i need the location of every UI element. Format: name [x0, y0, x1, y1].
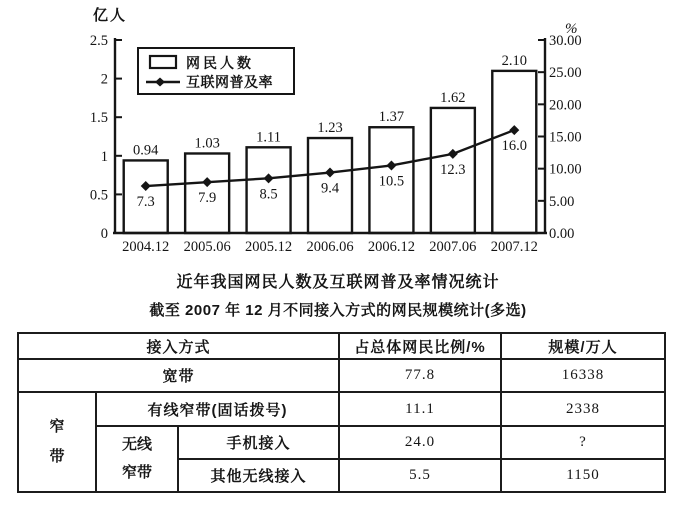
mobile-scale: ? [501, 426, 665, 459]
right-tick-label: 0.00 [549, 226, 575, 242]
right-tick-label: 5.00 [549, 193, 575, 210]
other-wireless-label: 其他无线接入 [178, 459, 339, 492]
wireless-group-label: 无线窄带 [96, 426, 178, 492]
bar-value-label: 1.23 [317, 120, 343, 137]
x-label-2005.12: 2005.12 [245, 239, 293, 255]
header-scale: 规模/万人 [501, 333, 665, 359]
broadband-proportion: 77.8 [339, 359, 501, 392]
line-value-label: 12.3 [440, 161, 466, 178]
left-tick-label: 1 [100, 148, 108, 165]
table-row-mobile [18, 426, 665, 459]
x-label-2007.06: 2007.06 [429, 239, 477, 255]
bar-value-label: 2.10 [501, 52, 527, 69]
wired-narrowband-scale: 2338 [501, 392, 665, 426]
legend [138, 48, 294, 94]
left-tick-label: 0 [100, 226, 108, 242]
x-label-2006.06: 2006.06 [306, 239, 354, 255]
other-wireless-proportion: 5.5 [339, 459, 501, 492]
chart-title: 近年我国网民人数及互联网普及率情况统计 [176, 274, 500, 291]
left-axis-unit-label: 亿人 [93, 7, 128, 24]
bar-value-label: 1.62 [440, 89, 466, 106]
x-axis-labels [122, 239, 538, 255]
mobile-proportion: 24.0 [339, 426, 501, 459]
access-method-table [17, 332, 666, 493]
legend-bar-swatch [150, 56, 176, 68]
table-header-row [18, 333, 665, 359]
line-value-label: 9.4 [320, 180, 340, 197]
bar-value-label: 1.37 [378, 109, 405, 126]
x-label-2004.12: 2004.12 [122, 239, 170, 255]
x-label-2005.06: 2005.06 [183, 239, 231, 255]
x-label-2007.12: 2007.12 [490, 239, 538, 255]
right-tick-label: 10.00 [549, 161, 582, 178]
right-axis-unit-label: % [565, 21, 578, 37]
broadband-label: 宽带 [18, 359, 339, 392]
bar-value-label: 1.03 [194, 135, 220, 152]
line-value-label: 8.5 [259, 186, 278, 203]
right-tick-label: 15.00 [549, 129, 582, 146]
legend-line-label: 互联网普及率 [186, 74, 273, 90]
header-proportion: 占总体网民比例/% [339, 333, 501, 359]
right-tick-label: 30.00 [549, 33, 582, 49]
line-value-label: 7.9 [198, 190, 217, 207]
bar-value-label: 0.94 [133, 142, 159, 159]
right-tick-label: 20.00 [549, 97, 582, 114]
x-label-2006.12: 2006.12 [367, 239, 415, 255]
broadband-scale: 16338 [501, 359, 665, 392]
left-tick-label: 0.5 [89, 187, 108, 204]
wired-narrowband-proportion: 11.1 [339, 392, 501, 426]
line-value-label: 10.5 [378, 173, 405, 190]
header-access-method: 接入方式 [18, 333, 339, 359]
mobile-label: 手机接入 [178, 426, 339, 459]
left-tick-label: 2 [100, 71, 108, 88]
left-tick-label: 1.5 [89, 110, 108, 127]
table-row-wired-narrowband [18, 392, 665, 426]
right-tick-label: 25.00 [549, 65, 582, 82]
left-tick-label: 2.5 [89, 33, 108, 49]
legend-bar-label: 网民人数 [186, 55, 254, 71]
table-title: 截至 2007 年 12 月不同接入方式的网民规模统计(多选) [149, 302, 527, 319]
narrowband-group-label: 窄带 [18, 392, 96, 492]
line-value-label: 16.0 [501, 138, 527, 155]
table-row-broadband [18, 359, 665, 392]
bar-value-label: 1.11 [256, 129, 281, 146]
line-value-label: 7.3 [136, 194, 155, 211]
bars-series [124, 71, 537, 233]
wired-narrowband-label: 有线窄带(固话拨号) [96, 392, 339, 426]
other-wireless-scale: 1150 [501, 459, 665, 492]
